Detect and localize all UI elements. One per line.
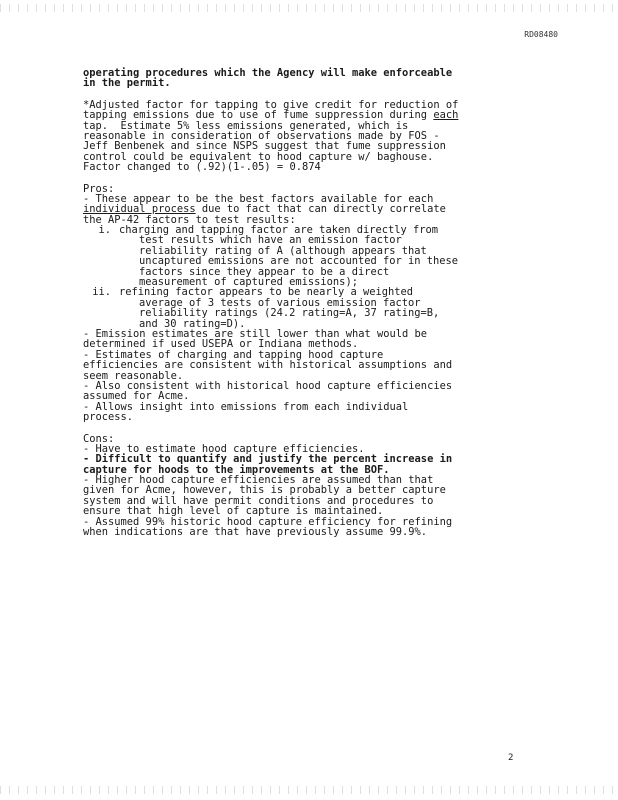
cons-bullet-line: - Have to estimate hood capture efficiencies. bbox=[83, 442, 365, 455]
pros-bullet-line: - Estimates of charging and tapping hood capture bbox=[83, 348, 384, 361]
footnote-line: control could be equivalent to hood capture w/ baghouse. bbox=[83, 150, 434, 163]
page-number: 2 bbox=[508, 753, 514, 763]
intro-line-1: operating procedures which the Agency will make enforceable bbox=[83, 67, 453, 79]
scan-edge-top bbox=[0, 4, 618, 12]
intro-line-2: in the permit. bbox=[83, 77, 171, 90]
pros-item-line: - These appear to be the best factors available for each bbox=[83, 192, 434, 205]
sub-item-number: i. bbox=[98, 224, 111, 237]
footnote-line: tapping emissions due to use of fume suppression during each bbox=[83, 109, 459, 122]
footnote-line: Jeff Benbenek and since NSPS suggest that fume suppression bbox=[83, 140, 446, 153]
document-id: RD08480 bbox=[524, 30, 558, 39]
pros-bullet-line: - Also consistent with historical hood capture efficiencies bbox=[83, 379, 453, 392]
document-body bbox=[83, 68, 523, 537]
pros-bullet-line: seem reasonable. bbox=[83, 369, 184, 382]
cons-bullet-line: - Assumed 99% historic hood capture efficiency for refining bbox=[83, 515, 453, 528]
sub-item-line: reliability rating of A (although appears that bbox=[139, 244, 427, 257]
sub-item-line: test results which have an emission factor bbox=[139, 234, 402, 247]
footnote-line: Factor changed to (.92)(1-.05) = 0.874 bbox=[83, 161, 321, 174]
scan-edge-bottom bbox=[0, 786, 618, 794]
sub-item-line: and 30 rating=D). bbox=[139, 317, 246, 330]
pros-bullet-line: - Allows insight into emissions from each individual bbox=[83, 400, 409, 413]
footnote-line: tap. Estimate 5% less emissions generated, which is bbox=[83, 119, 409, 132]
pros-bullet-line: - Emission estimates are still lower than what would be bbox=[83, 327, 428, 340]
pros-item-line: individual process due to fact that can directly correlate bbox=[83, 203, 446, 216]
pros-bullet-line: process. bbox=[83, 411, 134, 424]
pros-item-line: the AP-42 factors to test results: bbox=[83, 213, 296, 226]
footnote-line: *Adjusted factor for tapping to give credit for reduction of bbox=[83, 98, 459, 111]
sub-item-number: ii. bbox=[92, 286, 111, 299]
underlined-each: each bbox=[433, 109, 459, 122]
cons-bold-bullet-line: capture for hoods to the improvements at the BOF. bbox=[83, 463, 390, 476]
cons-bullet-line: given for Acme, however, this is probably a better capture bbox=[83, 484, 446, 497]
underlined-individual-process: individual process bbox=[83, 203, 196, 216]
cons-heading: Cons: bbox=[83, 432, 115, 445]
sub-item-line: i. charging and tapping factor are taken directly from bbox=[83, 225, 523, 235]
sub-item-line: measurement of captured emissions); bbox=[139, 276, 358, 289]
cons-bullet-line: system and will have permit conditions and procedures to bbox=[83, 494, 434, 507]
sub-item-line: reliability ratings (24.2 rating=A, 37 rating=B, bbox=[139, 307, 440, 320]
footnote-line: reasonable in consideration of observations made by FOS - bbox=[83, 129, 440, 142]
sub-item-line: average of 3 tests of various emission factor bbox=[139, 296, 421, 309]
cons-bullet-line: ensure that high level of capture is maintained. bbox=[83, 505, 384, 518]
sub-item-line: ii. refining factor appears to be nearly a weighted bbox=[83, 287, 523, 297]
pros-bullet-line: efficiencies are consistent with historical assumptions and bbox=[83, 359, 453, 372]
sub-item-line: uncaptured emissions are not accounted for in these bbox=[139, 255, 459, 268]
pros-bullet-line: assumed for Acme. bbox=[83, 390, 190, 403]
cons-bullet-line: - Higher hood capture efficiencies are assumed than that bbox=[83, 474, 434, 487]
cons-bullet-line: when indications are that have previously assume 99.9%. bbox=[83, 526, 428, 539]
cons-bold-bullet-line: - Difficult to quantify and justify the percent increase in bbox=[83, 453, 453, 466]
pros-bullet-line: determined if used USEPA or Indiana methods. bbox=[83, 338, 359, 351]
pros-heading: Pros: bbox=[83, 182, 115, 195]
sub-item-line: factors since they appear to be a direct bbox=[139, 265, 390, 278]
